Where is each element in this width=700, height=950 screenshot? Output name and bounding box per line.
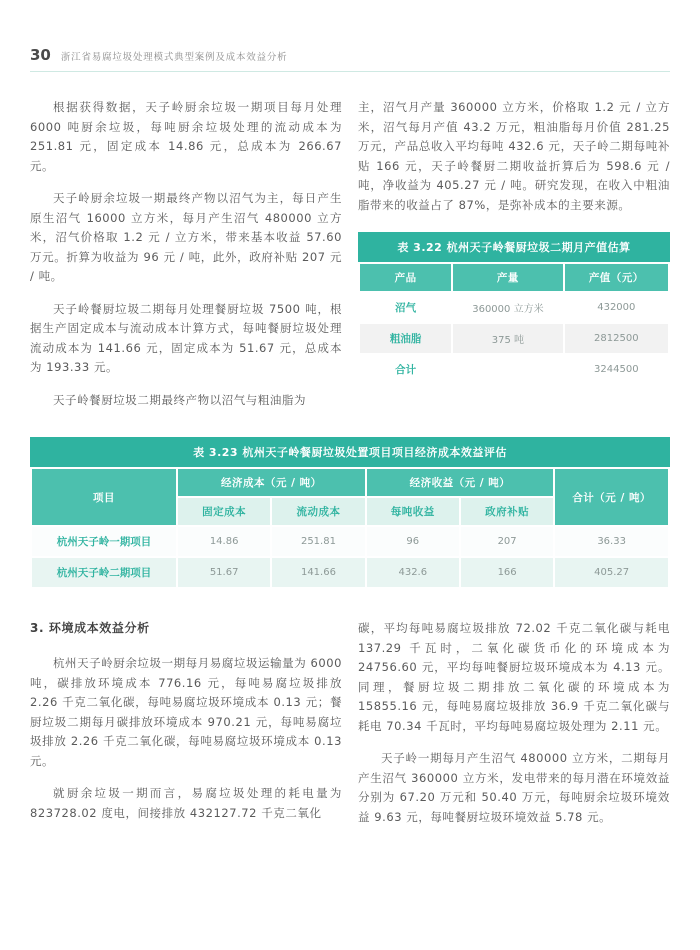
table-row (360, 293, 668, 322)
cell-value: 432000 (565, 293, 668, 322)
column-header-value: 产值（元） (565, 264, 668, 291)
cell-fixed-cost: 14.86 (178, 527, 270, 556)
column-header-total: 合计（元 / 吨） (555, 469, 668, 525)
header-divider (30, 71, 670, 72)
table-row (360, 324, 668, 353)
right-column (358, 98, 670, 423)
table-3-23-title: 表 3.23 杭州天子岭餐厨垃圾处置项目项目经济成本效益评估 (30, 437, 670, 467)
left-column (30, 98, 342, 423)
cell-quantity: 375 吨 (453, 324, 562, 353)
paragraph: 天子岭一期每月产生沼气 480000 立方米，二期每月产生沼气 360000 立方米，发电带来的每月潜在环境效益分别为 67.20 万元和 50.40 万元，每吨厨余垃圾环境效益 9.63 元，每吨餐厨垃圾环境效益 5.78 元。 (358, 751, 670, 824)
cell-project: 杭州天子岭一期项目 (32, 527, 176, 556)
cell-flow-cost: 251.81 (272, 527, 364, 556)
paragraph: 根据获得数据，天子岭厨余垃圾一期项目每月处理 6000 吨厨余垃圾，每吨厨余垃圾处理的流动成本为 251.81 元，固定成本 14.86 元，总成本为 266.67 元。 (30, 100, 342, 173)
table-group-header-row (32, 469, 668, 496)
section-heading: 3. 环境成本效益分析 (30, 621, 150, 635)
cell-quantity (453, 355, 562, 384)
left-column (30, 619, 342, 840)
cell-quantity: 360000 立方米 (453, 293, 562, 322)
page-content (30, 98, 670, 840)
cell-product: 合计 (360, 355, 451, 384)
table-3-22 (358, 232, 670, 386)
paragraph: 天子岭餐厨垃圾二期最终产物以沼气与粗油脂为 (53, 392, 307, 407)
column-header-quantity: 产量 (453, 264, 562, 291)
cell-product: 沼气 (360, 293, 451, 322)
paragraph: 天子岭餐厨垃圾二期每月处理餐厨垃圾 7500 吨，根据生产固定成本与流动成本计算方式，每吨餐厨垃圾处理流动成本为 141.66 元，固定成本为 51.67 元，总成本为 193.33 元。 (30, 301, 342, 374)
paragraph: 主，沼气月产量 360000 立方米，价格取 1.2 元 / 立方米，沼气每月产值 43.2 万元，粗油脂每月价值 281.25 万元，产品总收入平均每吨 432.6 元，天子岭二期每吨补贴 166 元，天子岭餐厨二期收益折算后为 598.6 元 / 吨，净收益为 405.27 元 / 吨。研究发现，在收入中粗油脂带来的收益占了 87%，是弥补成本的主要来源。 (358, 100, 670, 212)
cell-value: 2812500 (565, 324, 668, 353)
cell-gov-subsidy: 207 (461, 527, 553, 556)
table-header-row (360, 264, 668, 291)
page-header (30, 0, 670, 64)
table-row (360, 355, 668, 384)
column-header-product: 产品 (360, 264, 451, 291)
table-3-23 (30, 437, 670, 589)
right-column (358, 619, 670, 840)
group-header-cost: 经济成本（元 / 吨） (178, 469, 365, 496)
cell-project: 杭州天子岭二期项目 (32, 558, 176, 587)
column-header-project: 项目 (32, 469, 176, 525)
group-header-income: 经济收益（元 / 吨） (367, 469, 554, 496)
table-3-22-grid (358, 262, 670, 386)
economic-section (30, 98, 670, 423)
column-header-gov-subsidy: 政府补贴 (461, 498, 553, 525)
cell-product: 粗油脂 (360, 324, 451, 353)
cell-total: 36.33 (555, 527, 668, 556)
paragraph: 天子岭厨余垃圾一期最终产物以沼气为主，每日产生原生沼气 16000 立方米，每月产生沼气 480000 立方米，沼气价格取 1.2 元 / 立方米，带来基本收益 57.60 万元。折算为收益为 96 元 / 吨，此外，政府补贴 207 元 / 吨。 (30, 191, 342, 283)
cell-total: 405.27 (555, 558, 668, 587)
cell-per-ton-income: 432.6 (367, 558, 459, 587)
cell-value: 3244500 (565, 355, 668, 384)
column-header-flow-cost: 流动成本 (272, 498, 364, 525)
page-number: 30 (30, 46, 51, 64)
table-row (32, 558, 668, 587)
table-3-22-title: 表 3.22 杭州天子岭餐厨垃圾二期月产值估算 (358, 232, 670, 262)
environment-columns (30, 619, 670, 840)
paragraph: 就厨余垃圾一期而言，易腐垃圾处理的耗电量为 823728.02 度电，间接排放 432127.72 千克二氧化 (30, 786, 342, 820)
table-3-23-grid (30, 467, 670, 589)
column-header-fixed-cost: 固定成本 (178, 498, 270, 525)
cell-flow-cost: 141.66 (272, 558, 364, 587)
cell-gov-subsidy: 166 (461, 558, 553, 587)
paragraph: 碳，平均每吨易腐垃圾排放 72.02 千克二氧化碳与耗电 137.29 千瓦时，二氧化碳货币化的环境成本为 24756.60 元，平均每吨餐厨垃圾环境成本为 4.13 元。同理，餐厨垃圾二期排放二氧化碳的环境成本为 15855.16 元，每吨易腐垃圾排放 36.9 千克二氧化碳与耗电 70.34 千瓦时，平均每吨易腐垃圾处理为 2.11 元。 (358, 621, 670, 733)
running-head-title: 浙江省易腐垃圾处理模式典型案例及成本效益分析 (60, 52, 288, 63)
column-header-per-ton-income: 每吨收益 (367, 498, 459, 525)
paragraph: 杭州天子岭厨余垃圾一期每月易腐垃圾运输量为 6000 吨，碳排放环境成本 776.16 元，每吨易腐垃圾排放 2.26 千克二氧化碳，每吨易腐垃圾环境成本 0.13 元；餐厨垃圾二期每月碳排放环境成本 970.21 元，每吨易腐垃圾排放 2.26 千克二氧化碳，每吨易腐垃圾环境成本 0.13 元。 (30, 656, 342, 768)
cell-fixed-cost: 51.67 (178, 558, 270, 587)
table-row (32, 527, 668, 556)
cell-per-ton-income: 96 (367, 527, 459, 556)
environment-section (30, 619, 670, 840)
